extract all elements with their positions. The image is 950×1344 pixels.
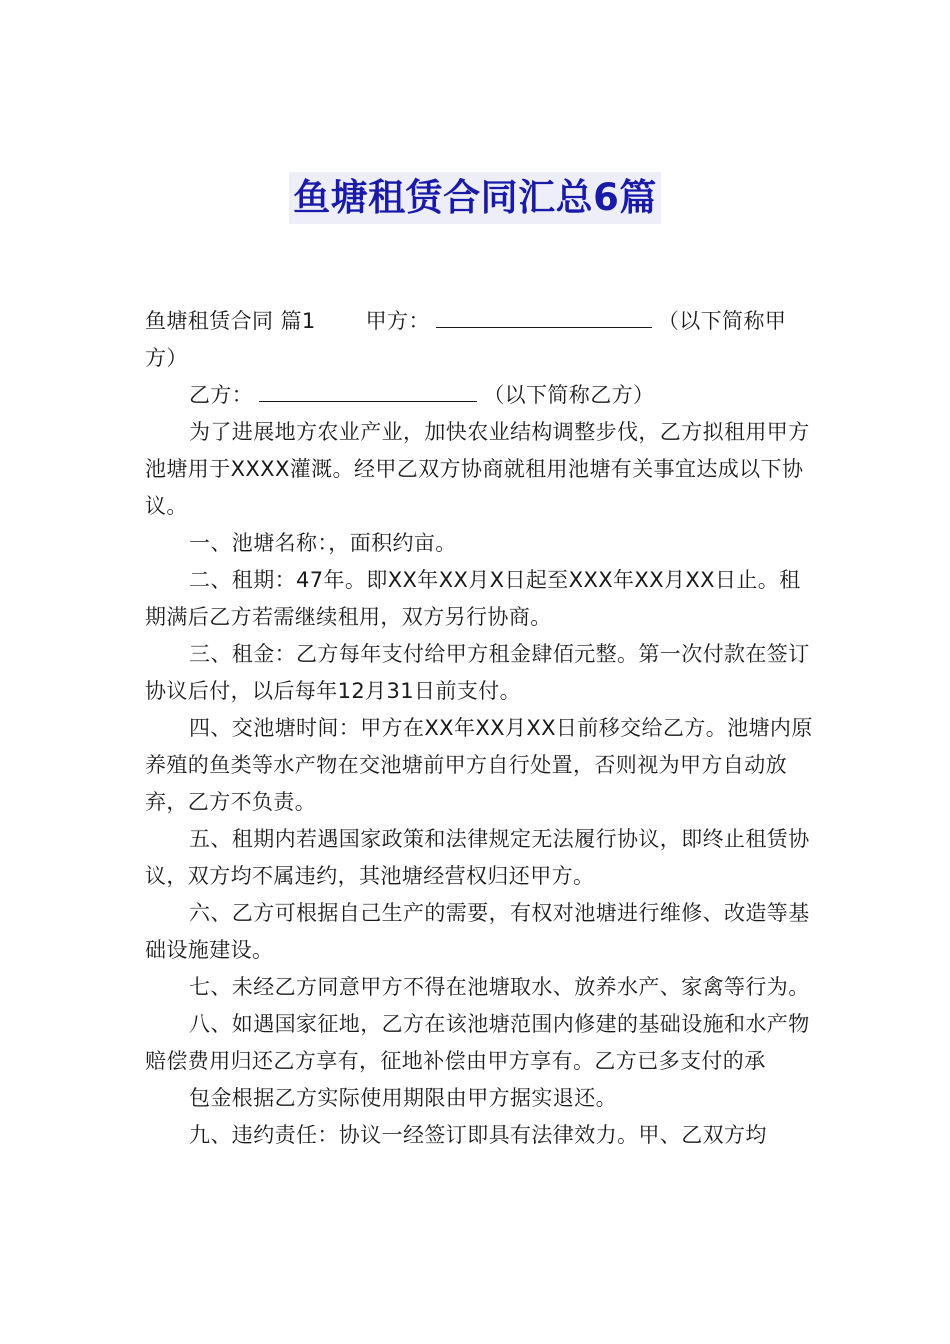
paragraph-intro: 为了进展地方农业产业，加快农业结构调整步伐，乙方拟租用甲方池塘用于XXXX灌溉。经甲乙双方协商就租用池塘有关事宜达成以下协议。 xyxy=(145,420,810,518)
paragraph-clause-4: 四、交池塘时间：甲方在XX年XX月XX日前移交给乙方。池塘内原养殖的鱼类等水产物在交池塘前甲方自行处置，否则视为甲方自动放弃，乙方不负责。 xyxy=(145,716,813,814)
paragraph-clause-5: 五、租期内若遇国家政策和法律规定无法履行协议，即终止租赁协议，双方均不属违约，其池塘经营权归还甲方。 xyxy=(145,827,810,888)
paragraph-clause-9: 九、违约责任：协议一经签订即具有法律效力。甲、乙双方均 xyxy=(189,1123,767,1147)
paragraph-clause-1: 一、池塘名称：，面积约亩。 xyxy=(189,531,457,555)
document-title-block xyxy=(0,172,950,224)
contract-heading: 鱼塘租赁合同 篇1 xyxy=(145,309,316,333)
contract-heading-line xyxy=(145,303,815,377)
document-title: 鱼塘租赁合同汇总6篇 xyxy=(289,172,661,224)
paragraph-clause-8: 八、如遇国家征地，乙方在该池塘范围内修建的基础设施和水产物赔偿费用归还乙方享有，征地补偿由甲方享有。乙方已多支付的承 xyxy=(145,1012,810,1073)
party-b-blank xyxy=(259,379,477,402)
party-b-note: （以下简称乙方） xyxy=(483,383,655,407)
party-a-label: 甲方： xyxy=(365,309,430,333)
party-b-line xyxy=(145,377,815,414)
party-a-blank xyxy=(436,305,652,328)
document-body xyxy=(145,303,815,1154)
paragraph-clause-7: 七、未经乙方同意甲方不得在池塘取水、放养水产、家禽等行为。 xyxy=(189,975,810,999)
paragraph-clause-2: 二、租期：47年。即XX年XX月X日起至XXX年XX月XX日止。租期满后乙方若需继续租用，双方另行协商。 xyxy=(145,568,801,629)
party-b-label: 乙方： xyxy=(189,383,254,407)
paragraph-clause-6: 六、乙方可根据自己生产的需要，有权对池塘进行维修、改造等基础设施建设。 xyxy=(145,901,810,962)
paragraph-clause-3: 三、租金：乙方每年支付给甲方租金肆佰元整。第一次付款在签订协议后付，以后每年12月31日前支付。 xyxy=(145,642,810,703)
paragraph-clause-8-continued: 包金根据乙方实际使用期限由甲方据实退还。 xyxy=(189,1086,617,1110)
party-a-note: （以下简称甲方） xyxy=(145,309,787,370)
